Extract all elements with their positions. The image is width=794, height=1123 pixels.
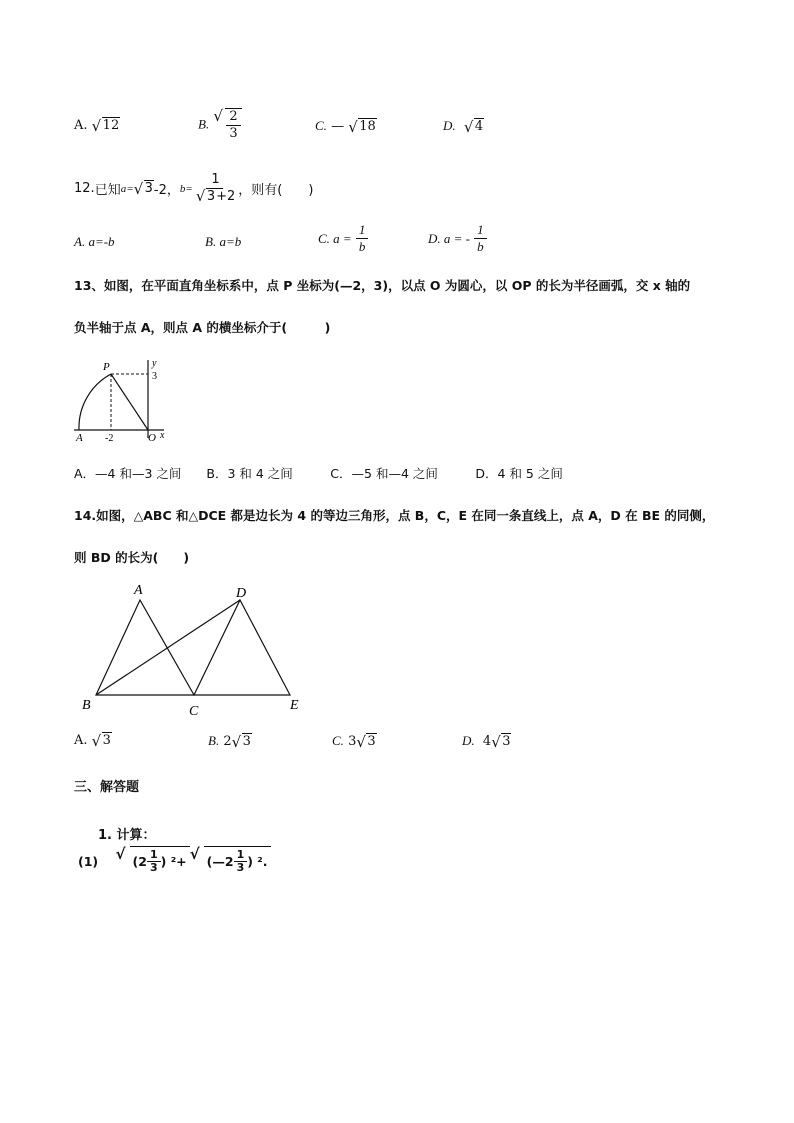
- sqrt-symbol: [348, 119, 377, 134]
- q12-d-fraction: [474, 222, 487, 255]
- q11-b-num: √ 2: [226, 109, 240, 126]
- sqrt-symbol: [190, 846, 271, 876]
- q12-a-tail: -2，: [153, 183, 180, 198]
- sqrt-symbol: [491, 734, 511, 749]
- q14-label-e: E: [290, 698, 299, 713]
- q14-c-rad: 3: [367, 734, 376, 749]
- q11-a-radicand: 12: [102, 118, 120, 133]
- sqrt-symbol: [92, 118, 121, 133]
- q11-d-radicand: 4: [474, 119, 484, 134]
- q13-op-segment: [111, 374, 148, 430]
- q11-c-label: C.: [315, 118, 327, 133]
- q12-d-num: 1: [474, 222, 487, 239]
- q14-b-label: B.: [208, 733, 220, 748]
- q12-option-c: [318, 222, 368, 255]
- q13-stem-line2: 负半轴于点 A，则点 A 的横坐标介于( ): [74, 320, 331, 335]
- q14-option-b: [208, 733, 252, 749]
- q14-stem-line1: 14.如图，△ABC 和△DCE 都是边长为 4 的等边三角形，点 B，C，E 在同一条直线上，点 A，D 在 BE 的同侧，: [74, 508, 715, 523]
- calc-item-number: (1): [78, 853, 99, 869]
- q12-c-fraction: [356, 222, 369, 255]
- q13-label-neg2: -2: [105, 433, 114, 444]
- sqrt-symbol: [213, 108, 241, 142]
- q12-pre: 已知: [94, 183, 121, 198]
- triangle-dce: [194, 600, 290, 695]
- q14-label-a: A: [134, 583, 143, 598]
- q12-b-eq: b=: [179, 182, 193, 195]
- q14-figure: [74, 578, 314, 718]
- q12-d-label: D. a = -: [428, 230, 470, 246]
- q13-label-p: P: [103, 361, 110, 373]
- q12-option-d: [428, 222, 487, 255]
- calc-t2-num: 1: [234, 849, 248, 862]
- q14-b-rad: 3: [242, 734, 251, 749]
- q11-b-fraction: [225, 108, 241, 142]
- sqrt-symbol: [92, 733, 112, 748]
- q12-b-den-tail: +2: [216, 189, 236, 204]
- calc-t2-frac: [234, 849, 248, 874]
- q13-figure: [72, 352, 182, 444]
- q13-stem-line1: 13、如图，在平面直角坐标系中，点 P 坐标为(—2，3)，以点 O 为圆心，以 OP 的长为半径画弧，交 x 轴的: [74, 278, 691, 293]
- q14-d-coef: 4: [482, 734, 492, 749]
- q14-option-d: [462, 733, 511, 749]
- sqrt-symbol: [356, 734, 376, 749]
- q11-c-minus: —: [331, 119, 345, 134]
- q12-c-den: b: [358, 239, 366, 254]
- q12-b-den-rad: 3: [206, 189, 216, 204]
- sqrt-symbol: [116, 846, 190, 876]
- q13-label-x: x: [160, 430, 165, 441]
- q11-a-label: A.: [74, 118, 88, 133]
- q14-label-c: C: [189, 704, 199, 718]
- calc-t1-open: √ (2: [132, 854, 147, 869]
- q13-label-o: O: [148, 432, 156, 444]
- q14-a-rad: 3: [102, 733, 111, 748]
- q14-d-rad: 3: [502, 734, 511, 749]
- calc-t1-den: 3: [149, 861, 158, 874]
- q14-c-coef: 3: [348, 734, 357, 749]
- q11-option-b: [198, 108, 242, 142]
- q11-d-label: D.: [443, 118, 456, 133]
- calc-title: 1. 计算：: [98, 828, 156, 843]
- calc-term1: [130, 846, 190, 876]
- q11-option-d: [443, 118, 484, 134]
- calc-term2: [204, 846, 271, 876]
- sqrt-symbol: [134, 181, 154, 196]
- calc-t2-open: √ (—2: [206, 854, 234, 869]
- q11-c-radicand: 18: [359, 119, 376, 134]
- q11-option-c: [315, 118, 377, 134]
- q12-option-a: A. a=-b: [74, 234, 115, 249]
- q13-arc: [79, 374, 111, 430]
- calc-t1-frac: [147, 849, 161, 874]
- calc-t1-num: 1: [147, 849, 161, 862]
- q14-b-coef: 2: [223, 734, 232, 749]
- q14-label-d: D: [236, 586, 247, 601]
- q14-option-a: [74, 733, 112, 748]
- q12-number: 12.: [74, 181, 95, 196]
- q12-post: ，则有( ): [238, 183, 314, 198]
- calc-expression: [78, 846, 271, 876]
- sqrt-symbol: [232, 734, 252, 749]
- q14-label-b: B: [82, 698, 91, 713]
- q12-a-eq: a=: [120, 182, 134, 195]
- q14-stem-line2: 则 BD 的长为( ): [74, 550, 190, 565]
- q12-d-den: b: [477, 239, 484, 254]
- q11-b-den: 3: [229, 126, 238, 141]
- q13-label-3: 3: [152, 371, 157, 382]
- q12-stem: [74, 172, 313, 205]
- q14-c-label: C.: [332, 733, 344, 748]
- q12-b-den: [193, 189, 238, 205]
- q12-b-fraction: [193, 172, 238, 205]
- q12-a-rad: 3: [144, 181, 153, 196]
- triangle-abc: [96, 600, 194, 695]
- q14-a-label: A.: [74, 733, 88, 748]
- q12-c-num: 1: [356, 222, 369, 239]
- q14-d-label: D.: [462, 733, 475, 748]
- sqrt-symbol: [464, 119, 484, 134]
- q11-option-a: [74, 118, 120, 133]
- q13-label-a: A: [76, 432, 83, 444]
- q12-b-num: 1: [208, 172, 222, 189]
- q13-options: A．—4 和—3 之间 B．3 和 4 之间 C．—5 和—4 之间 D．4 和 5 之间: [74, 466, 563, 481]
- q11-b-label: B.: [198, 116, 210, 132]
- calc-t2-den: 3: [236, 861, 245, 874]
- q12-c-label: C. a =: [318, 230, 352, 246]
- q13-label-y: y: [152, 358, 157, 369]
- section-3-title: 三、解答题: [74, 780, 140, 795]
- calc-t1-close: ) ²+: [160, 854, 187, 869]
- calc-t2-close: ) ².: [247, 854, 268, 869]
- q14-option-c: [332, 733, 377, 749]
- q12-option-b: B. a=b: [205, 234, 242, 249]
- sqrt-symbol: [196, 189, 216, 205]
